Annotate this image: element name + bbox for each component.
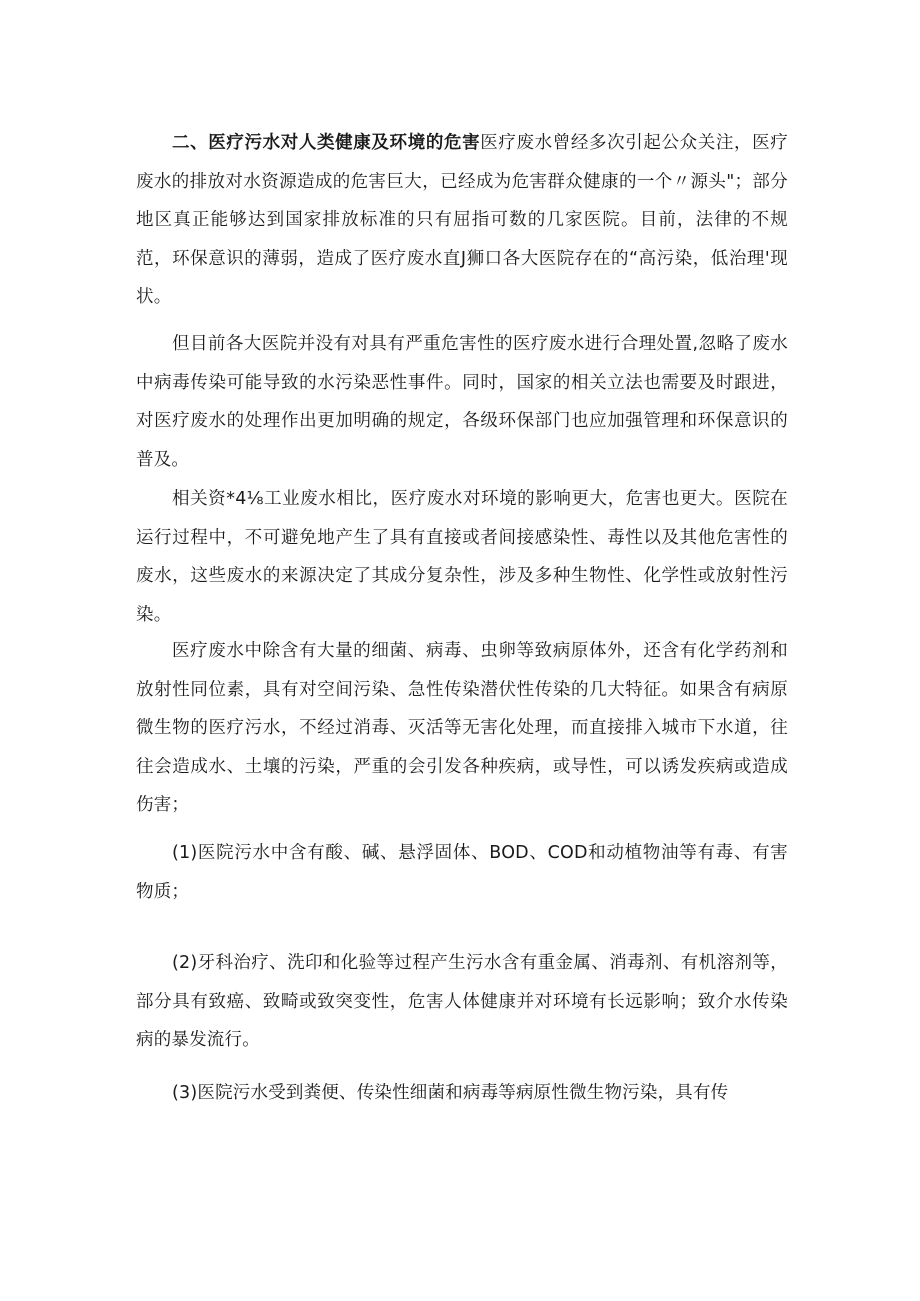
paragraph-text: 医疗废水曾经多次引起公众关注，医疗废水的排放对水资源造成的危害巨大，已经成为危害群众健康的一个〃源头"；部分地区真正能够达到国家排放标准的只有屈指可数的几家医院。目前，法律的不规范，环保意识的薄弱，造成了医疗废水直J狮口各大医院存在的“高污染，低治理'现状。 — [136, 133, 788, 307]
list-item-1: (1)医院污水中含有酸、碱、悬浮固体、BOD、COD和动植物油等有毒、有害物质； — [136, 843, 788, 902]
paragraph-intro — [136, 124, 788, 317]
paragraph-current-status: 但目前各大医院并没有对具有严重危害性的医疗废水进行合理处置,忽略了废水中病毒传染可能导致的水污染恶性事件。同时，国家的相关立法也需要及时跟进，对医疗废水的处理作出更加明确的规定，各级环保部门也应加强管理和环保意识的普及。 — [136, 334, 788, 470]
paragraph-comparison: 相关资*4⅛工业废水相比，医疗废水对环境的影响更大，危害也更大。医院在运行过程中，不可避免地产生了具有直接或者间接感染性、毒性以及其他危害性的废水，这些废水的来源决定了其成分复杂性，涉及多种生物性、化学性或放射性污染。 — [136, 489, 788, 625]
section-heading: 二、医疗污水对人类健康及环境的危害 — [172, 133, 481, 153]
paragraph-pollutants: 医疗废水中除含有大量的细菌、病毒、虫卵等致病原体外，还含有化学药剂和放射性同位素，具有对空间污染、急性传染潜伏性传染的几大特征。如果含有病原微生物的医疗污水，不经过消毒、灭活等无害化处理，而直接排入城市下水道，往往会造成水、土壤的污染，严重的会引发各种疾病，或导性，可以诱发疾病或造成伤害； — [136, 641, 788, 815]
list-item-2: (2)牙科治疗、洗印和化验等过程产生污水含有重金属、消毒剂、有机溶剂等，部分具有致癌、致畸或致突变性，危害人体健康并对环境有长远影响；致介水传染病的暴发流行。 — [136, 953, 788, 1050]
list-item-3: (3)医院污水受到粪便、传染性细菌和病毒等病原性微生物污染，具有传 — [172, 1083, 729, 1103]
